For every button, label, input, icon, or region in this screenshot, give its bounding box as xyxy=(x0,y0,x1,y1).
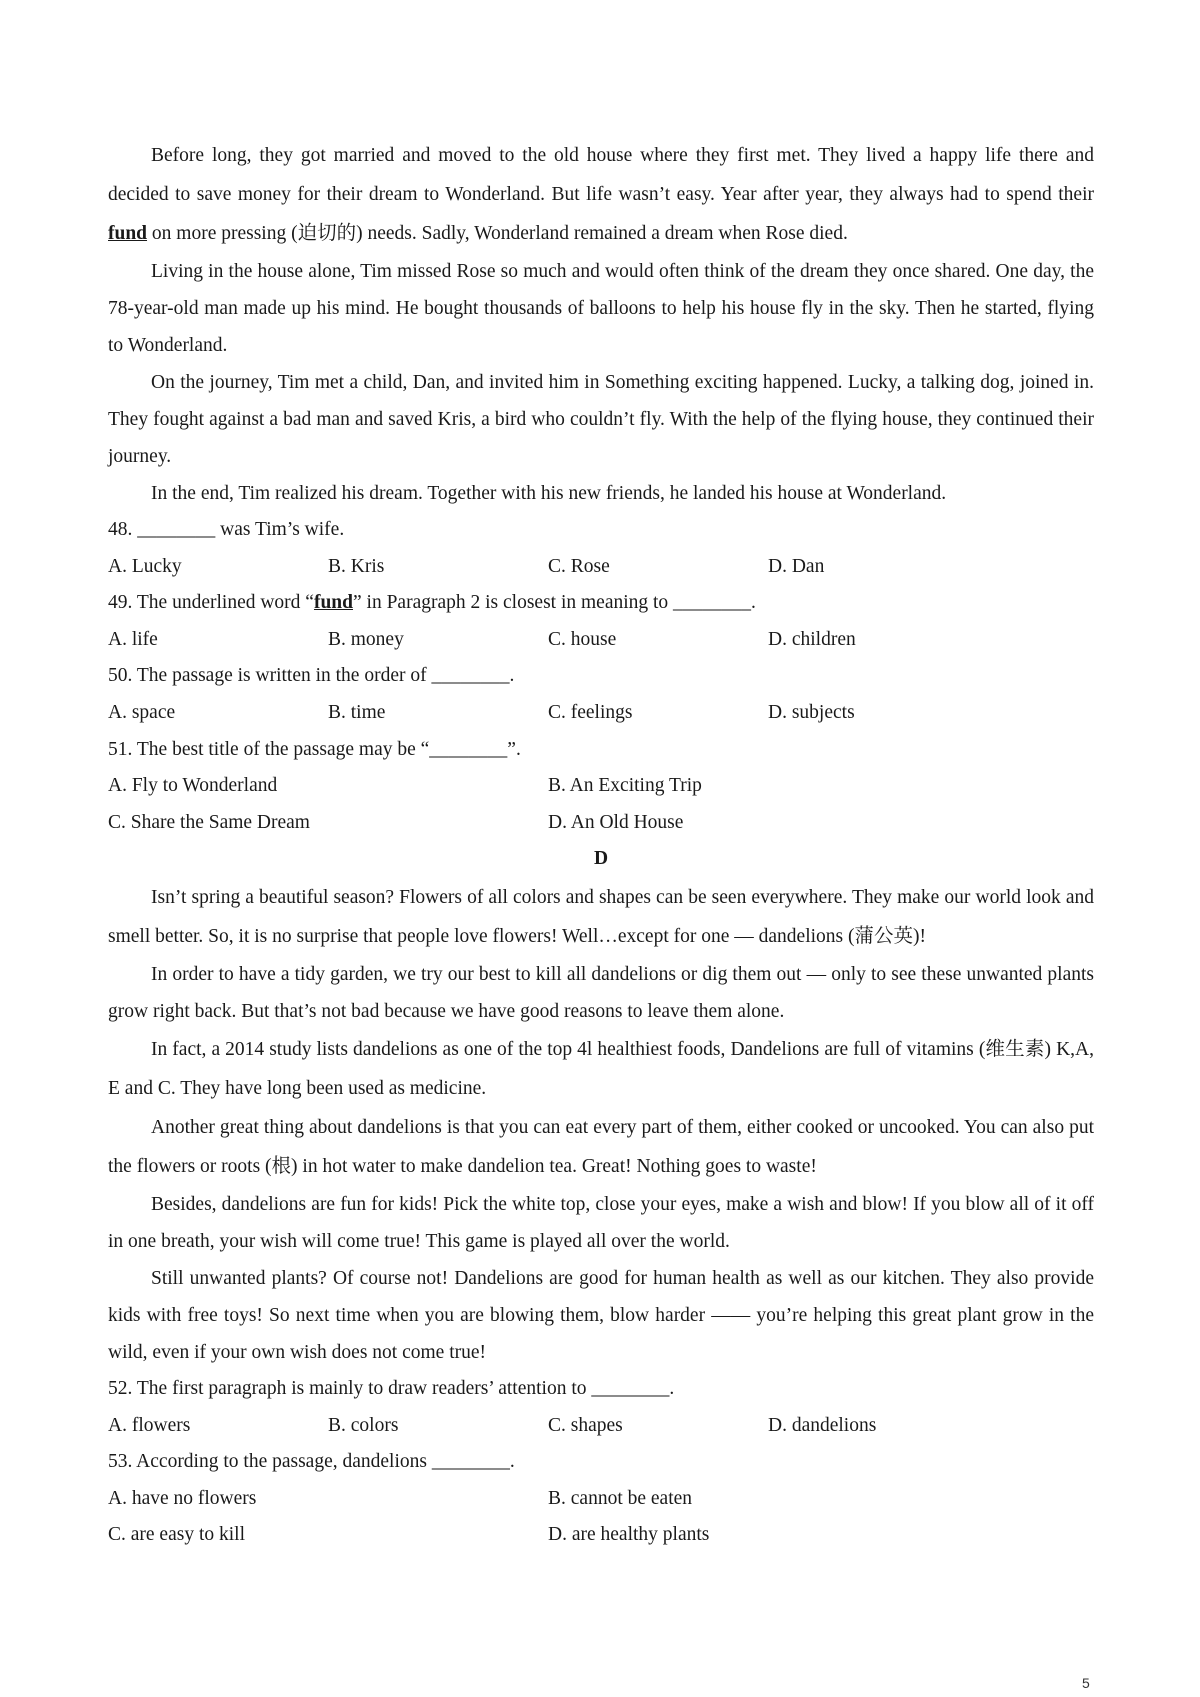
question-48-options xyxy=(108,549,1094,586)
option-b: B. money xyxy=(328,628,404,650)
option-d: D. Dan xyxy=(768,555,825,577)
passage-d-paragraph-2: In order to have a tidy garden, we try our best to kill all dandelions or dig them out — only to see these unwanted plants grow right back. But that’s not bad because we have good reasons to leave them alone. xyxy=(108,963,1094,1022)
question-49-stem xyxy=(108,585,1094,622)
option-a: A. space xyxy=(108,701,176,723)
question-49-options xyxy=(108,622,1094,659)
passage-d-paragraph-5: Besides, dandelions are fun for kids! Pick the white top, close your eyes, make a wish and blow! If you blow all of it off in one breath, your wish will come true! This game is played all over the world. xyxy=(108,1193,1094,1252)
option-c: C. are easy to kill xyxy=(108,1524,246,1546)
option-a: A. have no flowers xyxy=(108,1487,257,1509)
underlined-word: fund xyxy=(313,592,353,614)
option-c: C. feelings xyxy=(548,701,633,723)
question-53-stem: 53. According to the passage, dandelions ________. xyxy=(108,1451,515,1473)
question-53-options xyxy=(108,1481,1094,1554)
option-b: B. time xyxy=(328,701,386,723)
option-a: A. life xyxy=(108,628,158,650)
question-51-stem: 51. The best title of the passage may be “________”. xyxy=(108,738,521,760)
option-a: A. Fly to Wonderland xyxy=(108,775,278,797)
passage-c-paragraph-2: Living in the house alone, Tim missed Rose so much and would often think of the dream they once shared. One day, the 78-year-old man made up his mind. He bought thousands of balloons to help his house fly in the sky. Then he started, flying to Wonderland. xyxy=(108,261,1094,356)
option-d: D. subjects xyxy=(768,701,855,723)
section-heading: D xyxy=(593,848,609,870)
paragraph-text: Before long, they got married and moved to the old house where they first met. They lived a happy life there and decided to save money for their dream to Wonderland. But life wasn’t easy. Year after year, they always had to spend their xyxy=(108,145,1094,205)
question-50-options xyxy=(108,695,1094,732)
question-50-stem: 50. The passage is written in the order of ________. xyxy=(108,665,515,687)
option-c: C. Share the Same Dream xyxy=(108,811,310,833)
passage-d-paragraph-1: Isn’t spring a beautiful season? Flowers of all colors and shapes can be seen everywhere. They make our world look and smell better. So, it is no surprise that people love flowers! Well…except for one — dandelions (蒲公英)! xyxy=(108,886,1094,947)
passage-c-paragraph-3: On the journey, Tim met a child, Dan, and invited him in Something exciting happened. Lucky, a talking dog, joined in. They fought against a bad man and saved Kris, a bird who couldn’t fly. With the help of the flying house, they continued their journey. xyxy=(108,372,1094,467)
option-b: B. colors xyxy=(328,1414,399,1436)
underlined-word: fund xyxy=(108,223,148,244)
stem-text: 49. The underlined word “ xyxy=(108,592,314,614)
passage-c-paragraph-1 xyxy=(108,136,1094,253)
paragraph-text: on more pressing (迫切的) needs. Sadly, Wonderland remained a dream when Rose died. xyxy=(147,223,848,244)
option-d: D. are healthy plants xyxy=(548,1524,710,1546)
exam-page xyxy=(108,136,1094,1554)
stem-text: ” in Paragraph 2 is closest in meaning to ________. xyxy=(353,592,756,614)
option-b: B. cannot be eaten xyxy=(548,1487,693,1509)
passage-d-paragraph-3: In fact, a 2014 study lists dandelions as one of the top 4l healthiest foods, Dandelions are full of vitamins (维生素) K,A, E and C. They have long been used as medicine. xyxy=(108,1038,1094,1099)
option-c: C. Rose xyxy=(548,555,610,577)
option-b: B. Kris xyxy=(328,555,385,577)
option-d: D. An Old House xyxy=(548,811,684,833)
option-a: A. Lucky xyxy=(108,555,182,577)
option-a: A. flowers xyxy=(108,1414,191,1436)
passage-c-paragraph-4: In the end, Tim realized his dream. Together with his new friends, he landed his house at Wonderland. xyxy=(151,483,947,504)
passage-d-paragraph-6: Still unwanted plants? Of course not! Dandelions are good for human health as well as our kitchen. They also provide kids with free toys! So next time when you are blowing them, blow harder —— you’re helping this great plant grow in the wild, even if your own wish does not come true! xyxy=(108,1267,1094,1363)
question-52-stem: 52. The first paragraph is mainly to draw readers’ attention to ________. xyxy=(108,1377,675,1399)
question-48-stem: 48. ________ was Tim’s wife. xyxy=(108,519,345,540)
option-d: D. dandelions xyxy=(768,1414,877,1436)
option-c: C. house xyxy=(548,628,617,650)
question-51-options xyxy=(108,768,1094,841)
passage-d-paragraph-4: Another great thing about dandelions is that you can eat every part of them, either cooked or uncooked. You can also put the flowers or roots (根) in hot water to make dandelion tea. Great! Nothing goes to waste! xyxy=(108,1116,1094,1177)
page-number: 5 xyxy=(1082,1675,1090,1691)
question-52-options xyxy=(108,1408,1094,1445)
option-c: C. shapes xyxy=(548,1414,623,1436)
option-b: B. An Exciting Trip xyxy=(548,775,702,797)
option-d: D. children xyxy=(768,628,856,650)
